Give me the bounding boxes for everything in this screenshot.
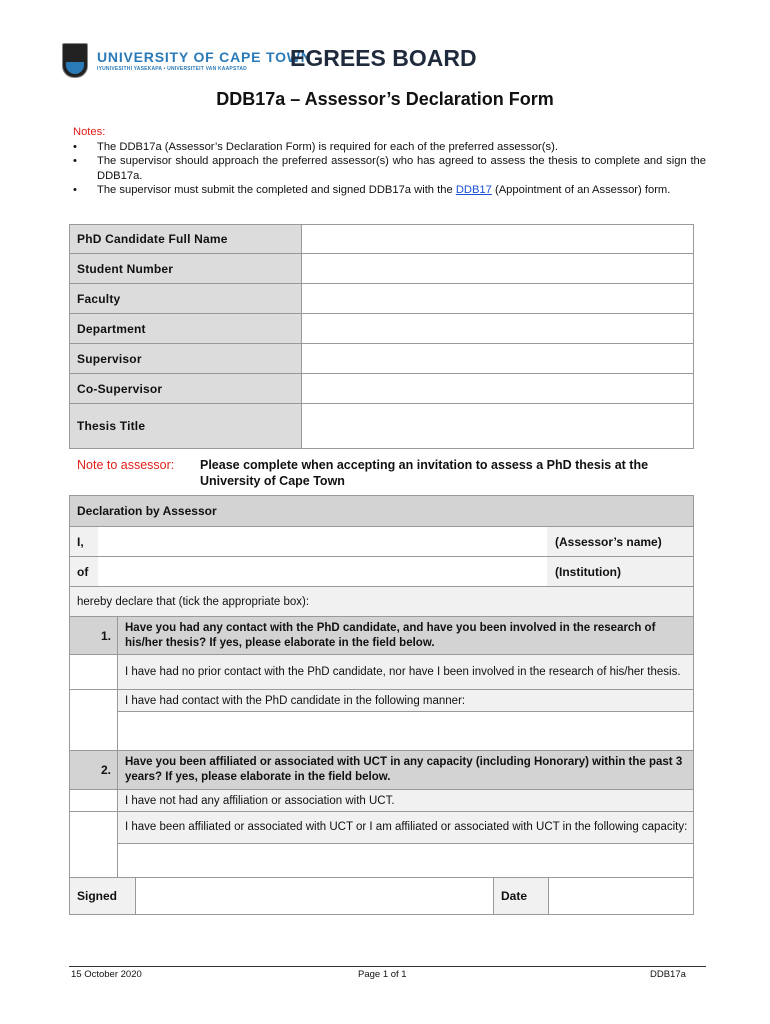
department-input[interactable] [301, 313, 694, 344]
q1-opt2-text: I have had contact with the PhD candidate in the following manner: [117, 689, 694, 712]
logo-main: UNIVERSITY OF CAPE TOWN [97, 49, 312, 65]
uct-crest-icon [62, 43, 88, 78]
co-supervisor-input[interactable] [301, 373, 694, 404]
date-label: Date [493, 877, 549, 915]
q1-opt1-checkbox[interactable] [69, 654, 118, 690]
q2-opt2-checkbox[interactable] [69, 811, 118, 878]
institution-suffix: (Institution) [555, 565, 621, 579]
notes-heading: Notes: [73, 126, 106, 138]
q2-opt2-text: I have been affiliated or associated with UCT or I am affiliated or associated with UCT in the following capacity: [117, 811, 694, 844]
q1-elaborate-input[interactable] [117, 711, 694, 751]
footer-divider [69, 966, 706, 967]
footer-date: 15 October 2020 [71, 969, 142, 980]
field-label: Supervisor [69, 343, 302, 374]
supervisor-input[interactable] [301, 343, 694, 374]
q1-number: 1. [69, 616, 118, 655]
notes [73, 125, 706, 198]
date-input[interactable] [548, 877, 694, 915]
declaration-header: Declaration by Assessor [69, 495, 694, 527]
signed-label: Signed [69, 877, 136, 915]
q2-text: Have you been affiliated or associated with UCT in any capacity (including Honorary) within the past 3 years? If yes, please elaborate in the field below. [117, 750, 694, 790]
field-label: Faculty [69, 283, 302, 314]
note-item: • The supervisor should approach the preferred assessor(s) who has agreed to assess the thesis to complete and sign the DDB17a. [73, 155, 706, 182]
hereby-text: hereby declare that (tick the appropriate box): [69, 586, 694, 617]
q1-opt2-checkbox[interactable] [69, 689, 118, 751]
q2-opt1-text: I have not had any affiliation or association with UCT. [117, 789, 694, 812]
q2-opt1-checkbox[interactable] [69, 789, 118, 812]
note-item: • The DDB17a (Assessor’s Declaration Form) is required for each of the preferred assessor(s). [73, 140, 558, 153]
student-number-input[interactable] [301, 253, 694, 284]
field-label: Co-Supervisor [69, 373, 302, 404]
page-title: DDB17a – Assessor’s Declaration Form [216, 89, 554, 109]
footer-code: DDB17a [650, 969, 686, 980]
assessor-name-input[interactable] [98, 527, 547, 556]
q2-number: 2. [69, 750, 118, 790]
ddb17-link[interactable]: DDB17 [455, 184, 492, 196]
field-label: Student Number [69, 253, 302, 284]
of-label: of [69, 556, 694, 587]
signature-input[interactable] [135, 877, 494, 915]
note-item: • The supervisor must submit the completed and signed DDB17a with the DDB17 (Appointment of an Assessor) form. [73, 184, 671, 196]
note-label: Note to assessor: [77, 458, 175, 472]
note-text: (Appointment of an Assessor) form. [491, 184, 671, 196]
institution-input[interactable] [98, 557, 547, 586]
assessor-name-suffix: (Assessor’s name) [555, 535, 662, 549]
note-text: The supervisor should approach the preferred assessor(s) who has agreed to assess the thesis to complete and sign the DDB17a. [97, 155, 706, 182]
i-label: I, [69, 526, 694, 557]
footer-page: Page 1 of 1 [358, 969, 407, 980]
field-label: Department [69, 313, 302, 344]
q2-elaborate-input[interactable] [117, 843, 694, 878]
note-text: The supervisor must submit the completed and signed DDB17a with the [97, 184, 456, 196]
field-label: PhD Candidate Full Name [69, 224, 302, 254]
note-to-assessor [77, 457, 697, 489]
field-label: Thesis Title [69, 403, 302, 449]
candidate-name-input[interactable] [301, 224, 694, 254]
note-text: Please complete when accepting an invitation to assess a PhD thesis at the University of Cape Town [200, 458, 649, 488]
logo-sub: IYUNIVESITHI YASEKAPA • UNIVERSITEIT VAN KAAPSTAD [97, 66, 247, 72]
board-title: EGREES BOARD [290, 45, 477, 71]
q1-opt1-text: I have had no prior contact with the PhD candidate, nor have I been involved in the research of his/her thesis. [117, 654, 694, 690]
note-text: The DDB17a (Assessor’s Declaration Form) is required for each of the preferred assessor(s). [97, 140, 558, 153]
q1-text: Have you had any contact with the PhD candidate, and have you been involved in the research of his/her thesis? If yes, please elaborate in the field below. [117, 616, 694, 655]
faculty-input[interactable] [301, 283, 694, 314]
thesis-title-input[interactable] [301, 403, 694, 449]
